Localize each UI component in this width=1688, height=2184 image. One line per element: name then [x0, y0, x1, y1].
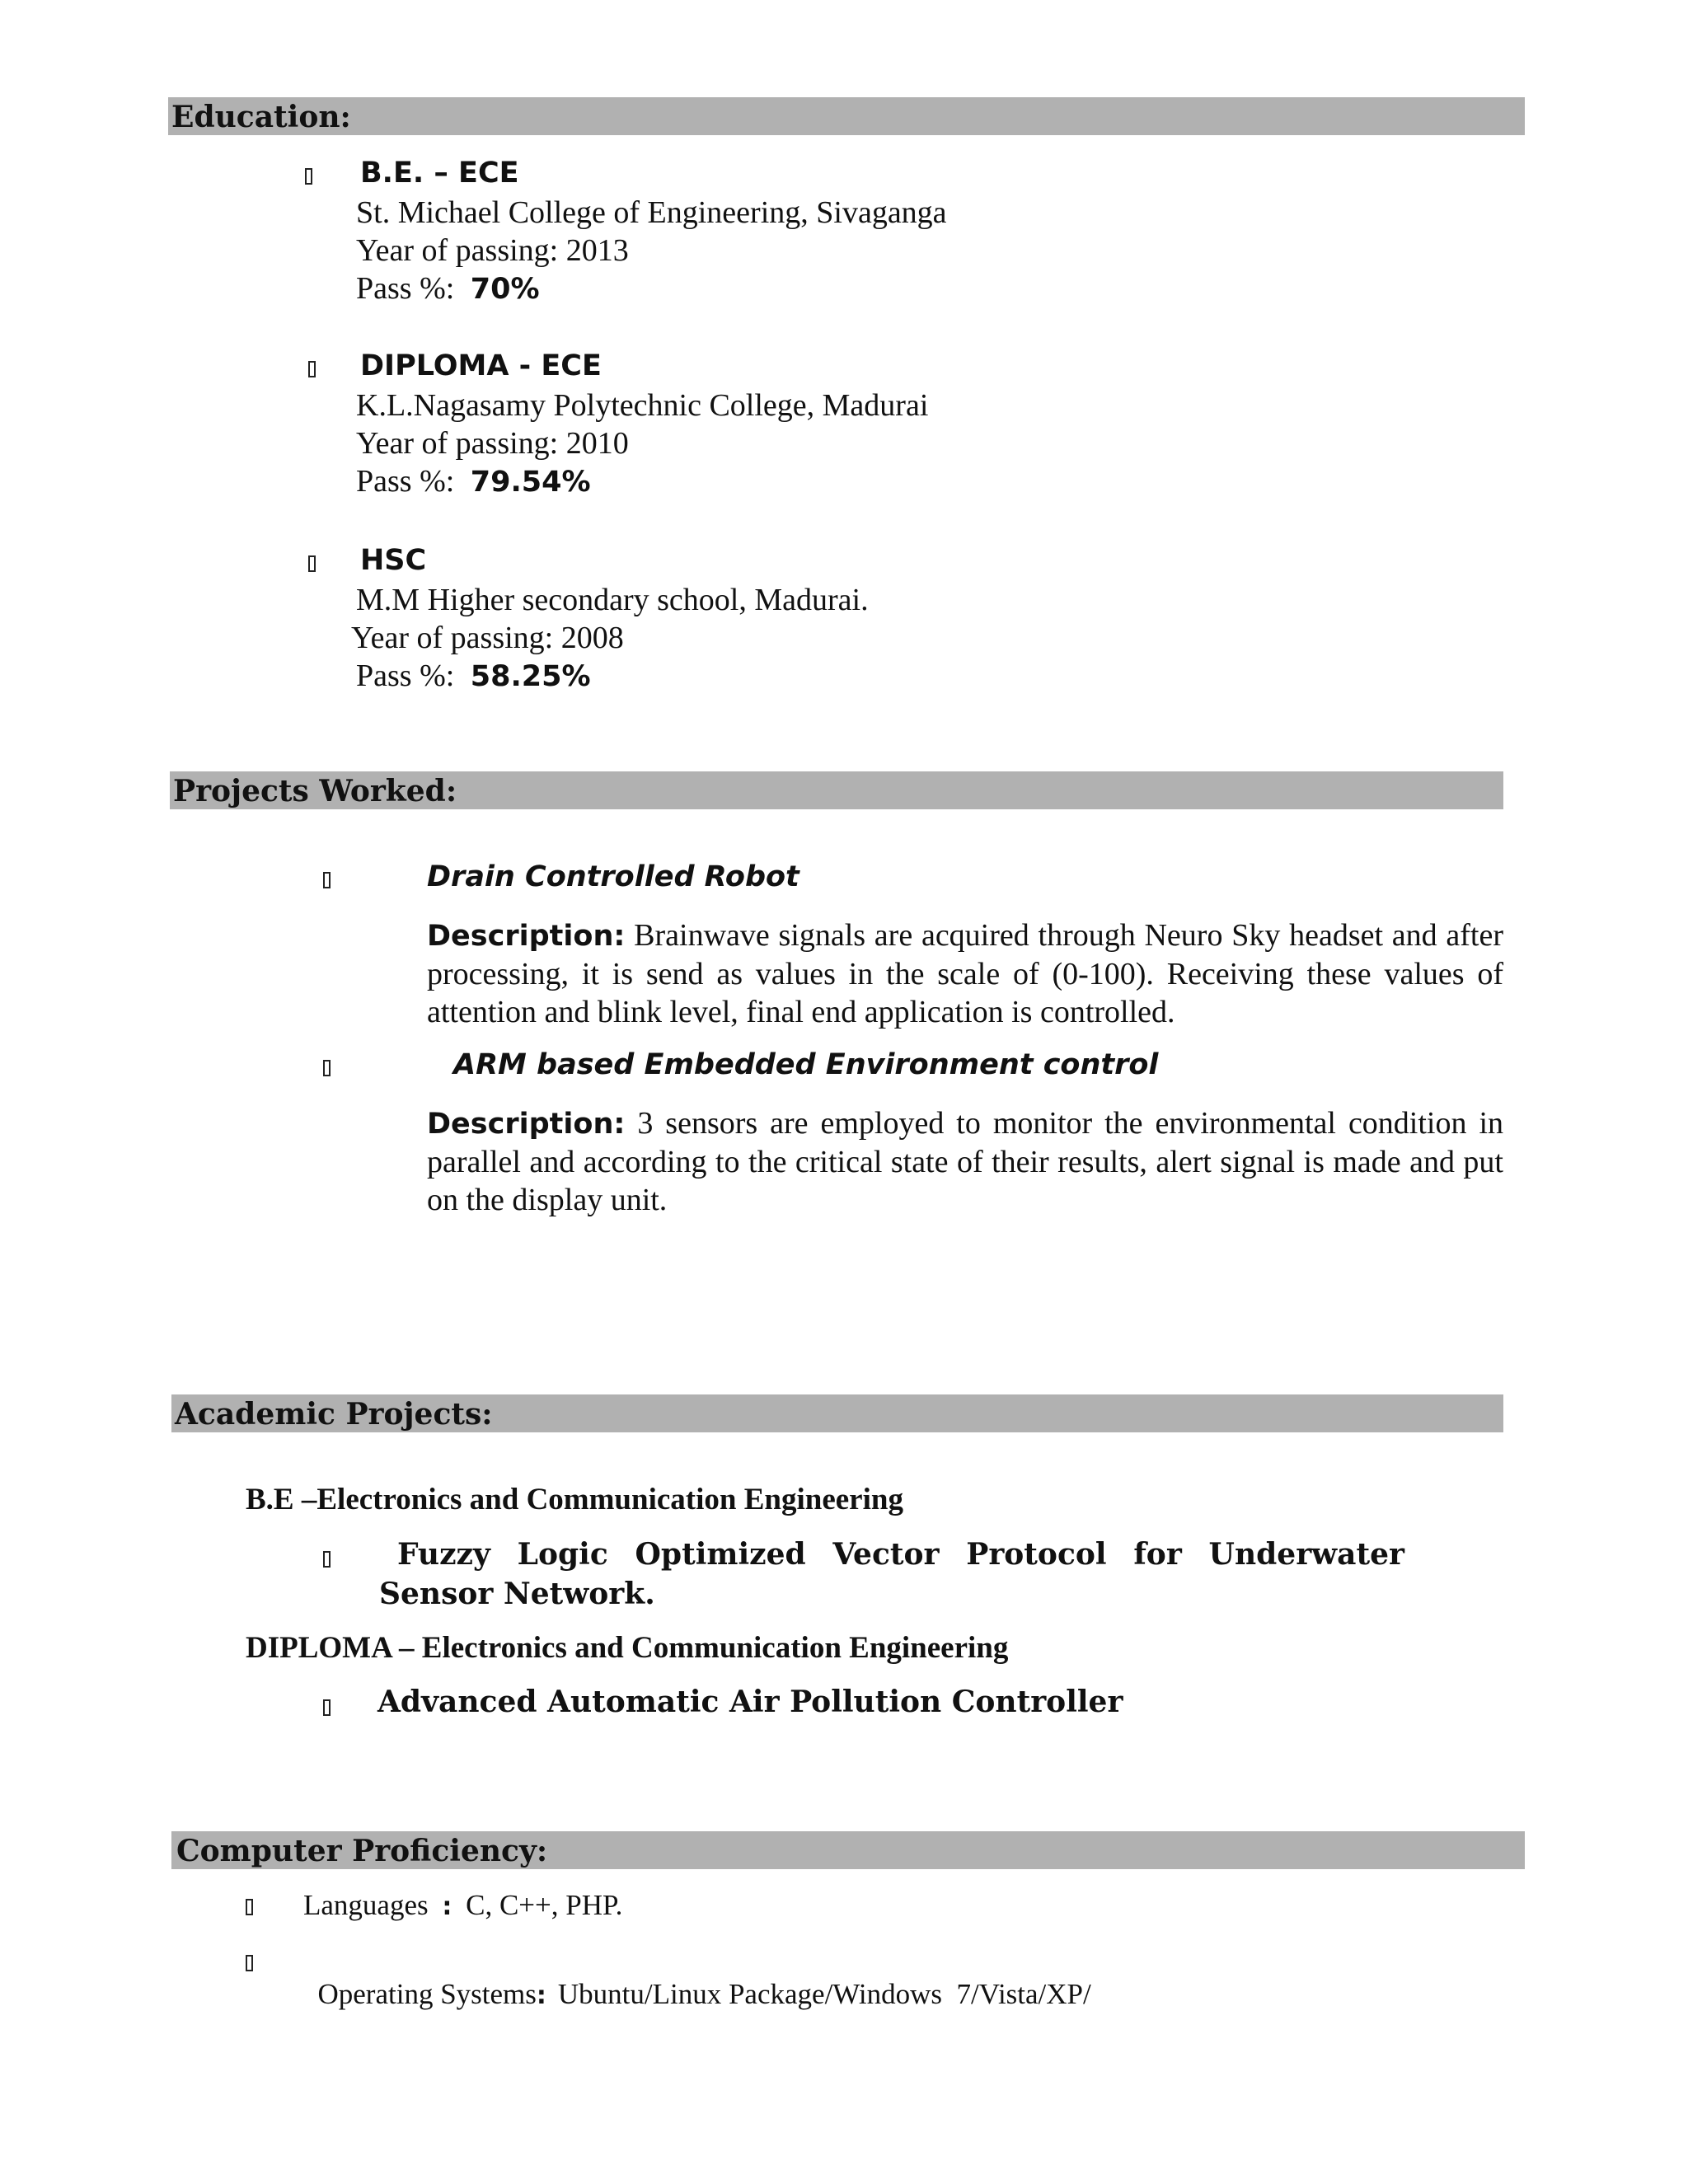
year-of-passing: Year of passing: 2008 [351, 621, 624, 655]
proficiency-value: C, C++, PHP. [466, 1889, 623, 1921]
bullet-icon [323, 1699, 331, 1716]
project-title: Drain Controlled Robot [427, 860, 799, 893]
year-of-passing: Year of passing: 2010 [356, 426, 629, 461]
pass-label: Pass %: [356, 658, 455, 693]
academic-degree: B.E –Electronics and Communication Engineering [246, 1483, 903, 1516]
degree-title: DIPLOMA - ECE [360, 349, 602, 382]
institution: M.M Higher secondary school, Madurai. [356, 583, 869, 617]
pass-value: 79.54% [470, 466, 591, 499]
year-of-passing: Year of passing: 2013 [356, 233, 629, 268]
proficiency-separator: : [536, 1981, 546, 2010]
computer-proficiency-heading: Computer Proficiency: [171, 1831, 1525, 1869]
pass-value: 58.25% [470, 660, 591, 693]
pass-value: 70% [470, 273, 540, 306]
description-label: Description: [427, 920, 626, 953]
project-description [427, 916, 1503, 1031]
academic-project-title: Fuzzy Logic Optimized Vector Protocol for Underwater Sensor Network. [379, 1537, 1404, 1611]
proficiency-item [303, 1889, 622, 1922]
proficiency-value: Ubuntu/Linux Package/Windows 7/Vista/XP/ [557, 1978, 1091, 2010]
bullet-icon [246, 1955, 253, 1971]
pass-label: Pass %: [356, 464, 455, 499]
pass-percentage [356, 270, 540, 307]
academic-degree: DIPLOMA – Electronics and Communication Engineering [246, 1631, 1009, 1665]
bullet-icon [246, 1899, 253, 1915]
description-label: Description: [427, 1108, 626, 1141]
project-title: ARM based Embedded Environment control [453, 1048, 1159, 1081]
degree-title: HSC [360, 544, 427, 577]
academic-project-title: Advanced Automatic Air Pollution Controller [377, 1685, 1123, 1719]
bullet-icon [323, 872, 331, 888]
pass-percentage [356, 658, 591, 694]
degree-title: B.E. – ECE [360, 157, 519, 190]
project-description [427, 1104, 1503, 1219]
education-heading: Education: [168, 97, 1525, 135]
proficiency-separator: : [442, 1892, 452, 1921]
bullet-icon [323, 1551, 331, 1568]
pass-label: Pass %: [356, 271, 455, 306]
description-text: 3 sensors are employed to monitor the environmental condition in parallel and according to the critical state of their results, alert signal is made and put on the display unit. [427, 1106, 1503, 1217]
academic-projects-heading: Academic Projects: [171, 1394, 1503, 1432]
description-text: Brainwave signals are acquired through Neuro Sky headset and after processing, it is send as values in the scale of (0-100). Receiving these values of attention and blink level, final end application is controlled. [427, 918, 1504, 1029]
proficiency-item [303, 1945, 1091, 2011]
bullet-icon [308, 361, 316, 377]
pass-percentage [356, 463, 591, 499]
institution: K.L.Nagasamy Polytechnic College, Madurai [356, 388, 929, 423]
proficiency-label: Languages [303, 1889, 429, 1921]
bullet-icon [308, 555, 316, 572]
proficiency-label: Operating Systems [317, 1978, 537, 2010]
institution: St. Michael College of Engineering, Sivaganga [356, 195, 947, 230]
projects-worked-heading: Projects Worked: [170, 771, 1503, 809]
bullet-icon [323, 1060, 331, 1076]
bullet-icon [305, 168, 312, 185]
